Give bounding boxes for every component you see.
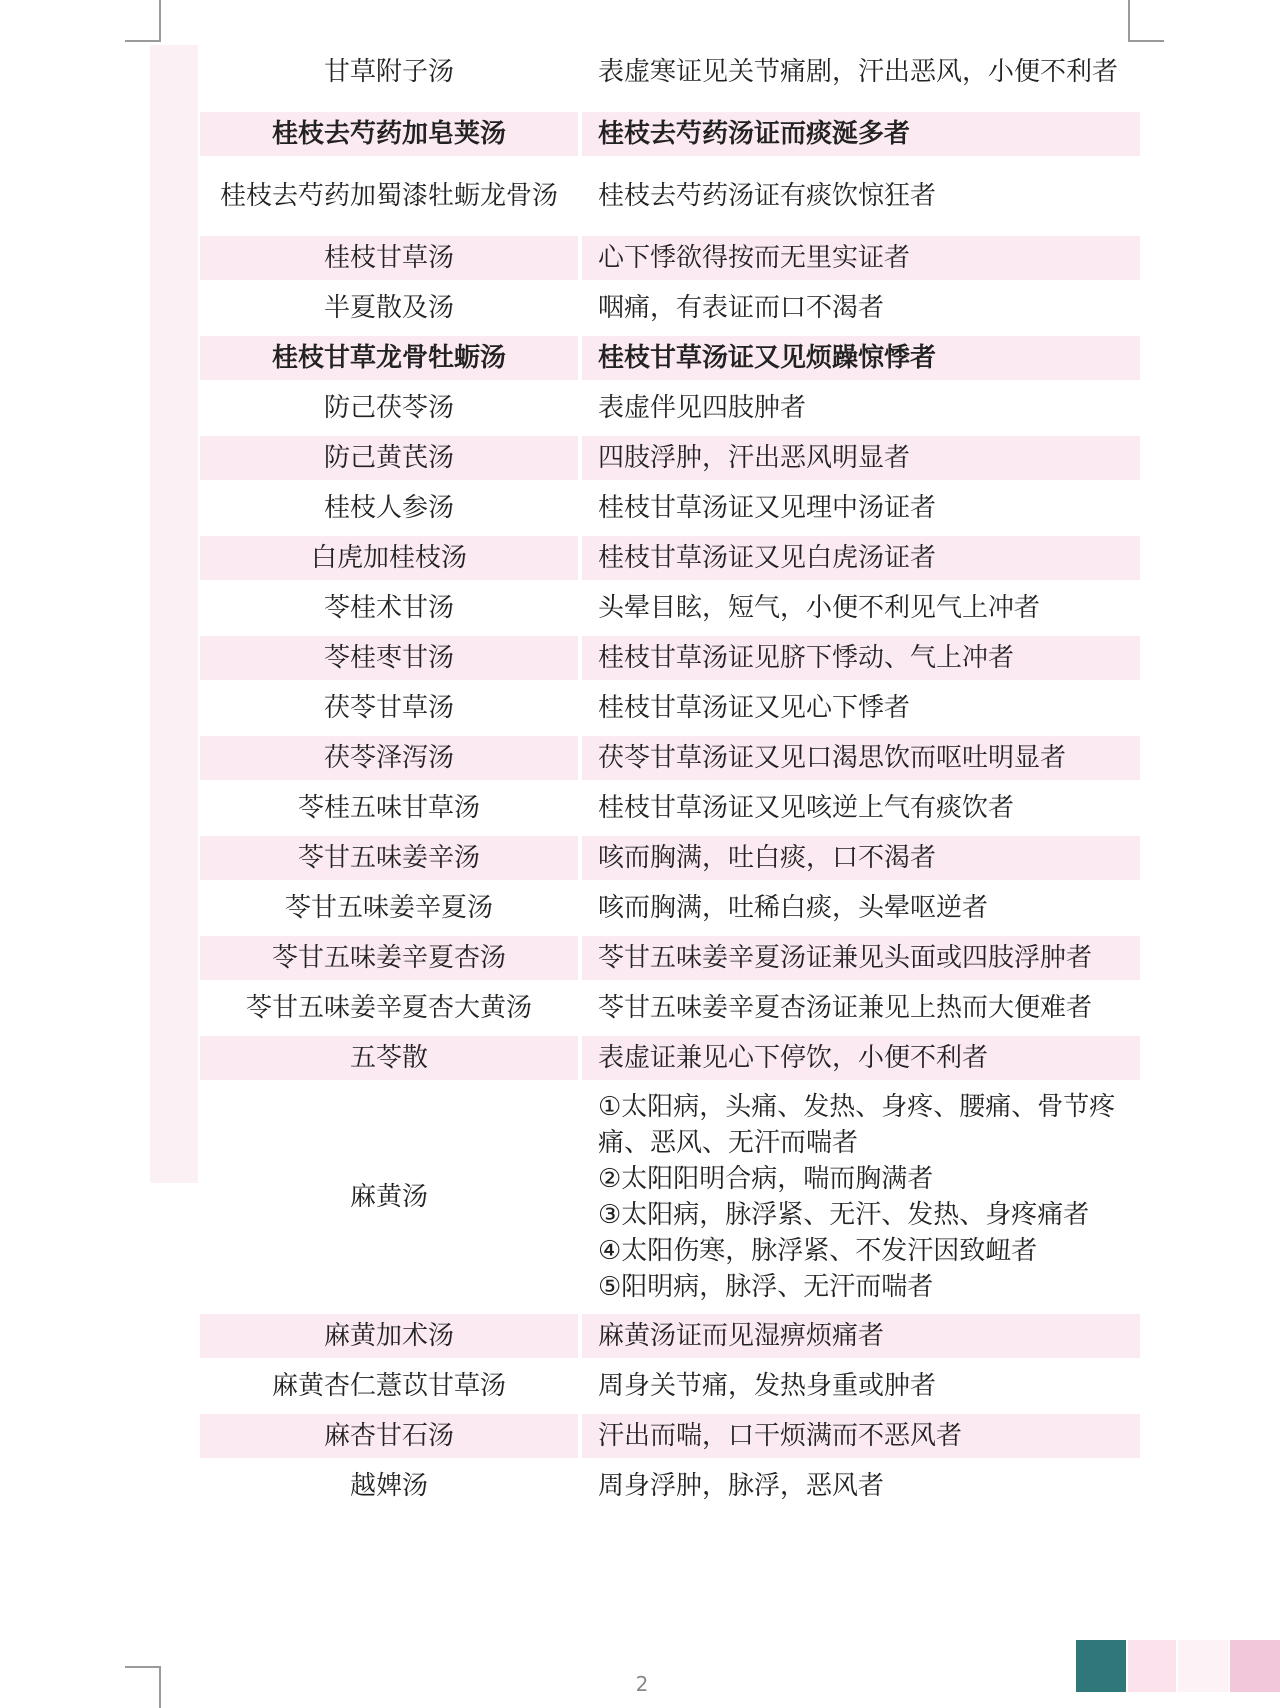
indication: 汗出而喘，口干烦满而不恶风者 [578, 1414, 1140, 1458]
table-row [200, 486, 1140, 530]
indication: 周身关节痛，发热身重或肿者 [578, 1364, 1140, 1408]
formula-name: 桂枝去芍药加蜀漆牡蛎龙骨汤 [219, 181, 558, 211]
table-row [200, 386, 1140, 430]
indication: 咳而胸满，吐稀白痰，头晕呕逆者 [578, 886, 1140, 930]
formula-name: 茯苓泽泻汤 [200, 736, 578, 780]
crop-mark-bottom-left [125, 1666, 161, 1708]
left-margin-band [150, 45, 198, 1183]
table-row [200, 1414, 1140, 1458]
formula-name: 甘草附子汤 [323, 57, 454, 87]
color-swatch [1128, 1640, 1176, 1692]
indication: 表虚伴见四肢肿者 [578, 386, 1140, 430]
formula-name: 苓桂术甘汤 [323, 593, 454, 623]
indication-item: ①太阳病，头痛、发热、身疼、腰痛、骨节疼痛、恶风、无汗而喘者 [598, 1092, 1116, 1158]
table-row [200, 336, 1140, 380]
formula-name: 白虎加桂枝汤 [200, 536, 578, 580]
table-row [200, 986, 1140, 1030]
table-row [200, 1464, 1140, 1508]
formula-name: 桂枝甘草龙骨牡蛎汤 [200, 336, 578, 380]
table-row [200, 636, 1140, 680]
formula-name: 苓甘五味姜辛夏杏汤 [200, 936, 578, 980]
formula-name: 苓桂五味甘草汤 [297, 793, 480, 823]
color-swatch [1178, 1640, 1228, 1692]
indication-item: ④太阳伤寒，脉浮紧、不发汗因致衄者 [598, 1236, 1038, 1266]
color-swatch [1230, 1640, 1280, 1692]
color-swatch [1076, 1640, 1126, 1692]
table-row [200, 112, 1140, 156]
table-row [200, 586, 1140, 630]
formula-name: 桂枝人参汤 [323, 493, 454, 523]
indication: 表虚证兼见心下停饮，小便不利者 [578, 1036, 1140, 1080]
indication: 咳而胸满，吐白痰，口不渴者 [578, 836, 1140, 880]
table-row [200, 38, 1140, 106]
indication-list [578, 1086, 1140, 1308]
indication: 表虚寒证见关节痛剧，汗出恶风，小便不利者 [578, 38, 1140, 106]
formula-name: 苓甘五味姜辛汤 [200, 836, 578, 880]
indication: 桂枝去芍药汤证而痰涎多者 [578, 112, 1140, 156]
formula-name: 麻杏甘石汤 [200, 1414, 578, 1458]
formula-name: 苓桂枣甘汤 [200, 636, 578, 680]
table-row [200, 886, 1140, 930]
table-row [200, 1314, 1140, 1358]
indication: 桂枝甘草汤证又见理中汤证者 [578, 486, 1140, 530]
formula-name: 桂枝甘草汤 [200, 236, 578, 280]
table-row [200, 686, 1140, 730]
table-row [200, 1364, 1140, 1408]
indication-item: ⑤阳明病，脉浮、无汗而喘者 [598, 1272, 934, 1302]
formula-name: 越婢汤 [349, 1471, 428, 1501]
table-row [200, 286, 1140, 330]
formula-name: 半夏散及汤 [323, 293, 454, 323]
formula-name: 防己黄芪汤 [200, 436, 578, 480]
formula-name: 苓甘五味姜辛夏汤 [284, 893, 493, 923]
indication: 心下悸欲得按而无里实证者 [578, 236, 1140, 280]
table-row [200, 1086, 1140, 1308]
table-row [200, 736, 1140, 780]
formula-name: 桂枝去芍药加皂荚汤 [200, 112, 578, 156]
formula-name: 五苓散 [200, 1036, 578, 1080]
indication: 茯苓甘草汤证又见口渴思饮而呕吐明显者 [578, 736, 1140, 780]
indication: 周身浮肿，脉浮，恶风者 [578, 1464, 1140, 1508]
table-row [200, 936, 1140, 980]
crop-mark-top-left [125, 0, 161, 42]
indication: 桂枝甘草汤证又见心下悸者 [578, 686, 1140, 730]
formula-name: 防己茯苓汤 [323, 393, 454, 423]
table-row [200, 436, 1140, 480]
formula-name: 茯苓甘草汤 [323, 693, 454, 723]
page-number: 2 [635, 1672, 649, 1696]
table-row [200, 786, 1140, 830]
indication-item: ③太阳病，脉浮紧、无汗、发热、身疼痛者 [598, 1200, 1090, 1230]
indication: 桂枝甘草汤证又见白虎汤证者 [578, 536, 1140, 580]
table-row [200, 836, 1140, 880]
indication: 苓甘五味姜辛夏汤证兼见头面或四肢浮肿者 [578, 936, 1140, 980]
table-row [200, 162, 1140, 230]
table-row [200, 536, 1140, 580]
table-row [200, 236, 1140, 280]
formula-name: 苓甘五味姜辛夏杏大黄汤 [245, 993, 532, 1023]
table-row [200, 1036, 1140, 1080]
indication: 桂枝甘草汤证见脐下悸动、气上冲者 [578, 636, 1140, 680]
indication: 苓甘五味姜辛夏杏汤证兼见上热而大便难者 [578, 986, 1140, 1030]
formula-name: 麻黄杏仁薏苡甘草汤 [271, 1371, 506, 1401]
indication: 桂枝去芍药汤证有痰饮惊狂者 [578, 162, 1140, 230]
indication: 桂枝甘草汤证又见咳逆上气有痰饮者 [578, 786, 1140, 830]
formula-name: 麻黄汤 [349, 1182, 428, 1212]
formula-name: 麻黄加术汤 [200, 1314, 578, 1358]
indication-item: ②太阳阳明合病，喘而胸满者 [598, 1164, 934, 1194]
prescription-table [200, 32, 1140, 1514]
indication: 麻黄汤证而见湿痹烦痛者 [578, 1314, 1140, 1358]
indication: 桂枝甘草汤证又见烦躁惊悸者 [578, 336, 1140, 380]
indication: 四肢浮肿，汗出恶风明显者 [578, 436, 1140, 480]
indication: 咽痛，有表证而口不渴者 [578, 286, 1140, 330]
indication: 头晕目眩，短气，小便不利见气上冲者 [578, 586, 1140, 630]
